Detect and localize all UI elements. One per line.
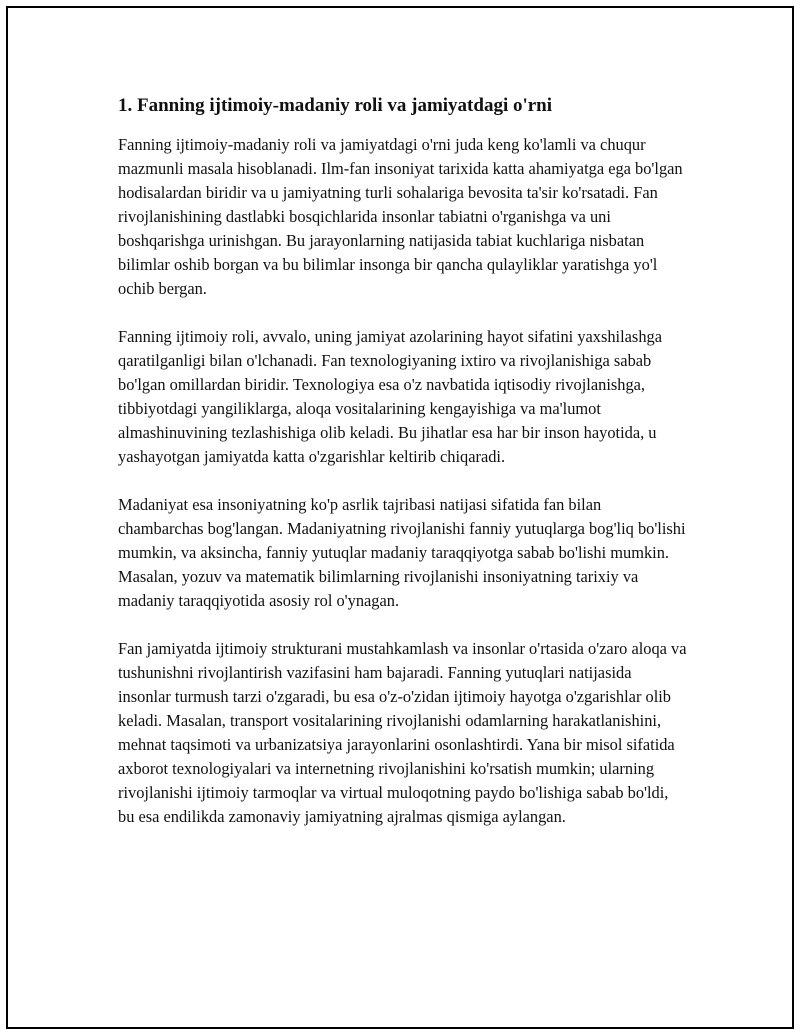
paragraph-1: Fanning ijtimoiy-madaniy roli va jamiyatdagi o'rni juda keng ko'lamli va chuqur mazmunli masala hisoblanadi. Ilm-fan insoniyat tarixida katta ahamiyatga ega bo'lgan hodisalardan biridir va u jamiyatning turli sohalariga bevosita ta'sir ko'rsatadi. Fan rivojlanishining dastlabki bosqichlarida insonlar tabiatni o'rganishga va uni boshqarishga urinishgan. Bu jarayonlarning natijasida tabiat kuchlariga nisbatan bilimlar oshib borgan va bu bilimlar insonga bir qancha qulayliklar yaratishga yo'l ochib bergan. [118, 135, 683, 298]
paragraph-3: Madaniyat esa insoniyatning ko'p asrlik tajribasi natijasi sifatida fan bilan chambarchas bog'langan. Madaniyatning rivojlanishi fanniy yutuqlarga bog'liq bo'lishi mumkin, va aksincha, fanniy yutuqlar madaniy taraqqiyotga sabab bo'lishi mumkin. Masalan, yozuv va matematik bilimlarning rivojlanishi insoniyatning tarixiy va madaniy taraqqiyotida asosiy rol o'ynagan. [118, 495, 686, 610]
paragraph-4: Fan jamiyatda ijtimoiy strukturani mustahkamlash va insonlar o'rtasida o'zaro aloqa va tushunishni rivojlantirish vazifasini ham bajaradi. Fanning yutuqlari natijasida insonlar turmush tarzi o'zgaradi, bu esa o'z-o'zidan ijtimoiy hayotga o'zgarishlar olib keladi. Masalan, transport vositalarining rivojlanishi odamlarning harakatlanishini, mehnat taqsimoti va urbanizatsiya jarayonlarini osonlashtirdi. Yana bir misol sifatida axborot texnologiyalari va internetning rivojlanishini ko'rsatish mumkin; ularning rivojlanishi ijtimoiy tarmoqlar va virtual muloqotning paydo bo'lishiga sabab bo'ldi, bu esa endilikda zamonaviy jamiyatning ajralmas qismiga aylangan. [118, 639, 687, 826]
section-heading: 1. Fanning ijtimoiy-madaniy roli va jamiyatdagi o'rni [118, 95, 553, 116]
paragraph-2: Fanning ijtimoiy roli, avvalo, uning jamiyat azolarining hayot sifatini yaxshilashga qaratilganligi bilan o'lchanadi. Fan texnologiyaning ixtiro va rivojlanishiga sabab bo'lgan omillardan biridir. Texnologiya esa o'z navbatida iqtisodiy rivojlanishga, tibbiyotdagi yangiliklarga, aloqa vositalarining kengayishiga va ma'lumot almashinuvining tezlashishiga olib keladi. Bu jihatlar esa har bir inson hayotida, u yashayotgan jamiyatda katta o'zgarishlar keltirib chiqaradi. [118, 327, 662, 466]
document-body [118, 92, 688, 853]
